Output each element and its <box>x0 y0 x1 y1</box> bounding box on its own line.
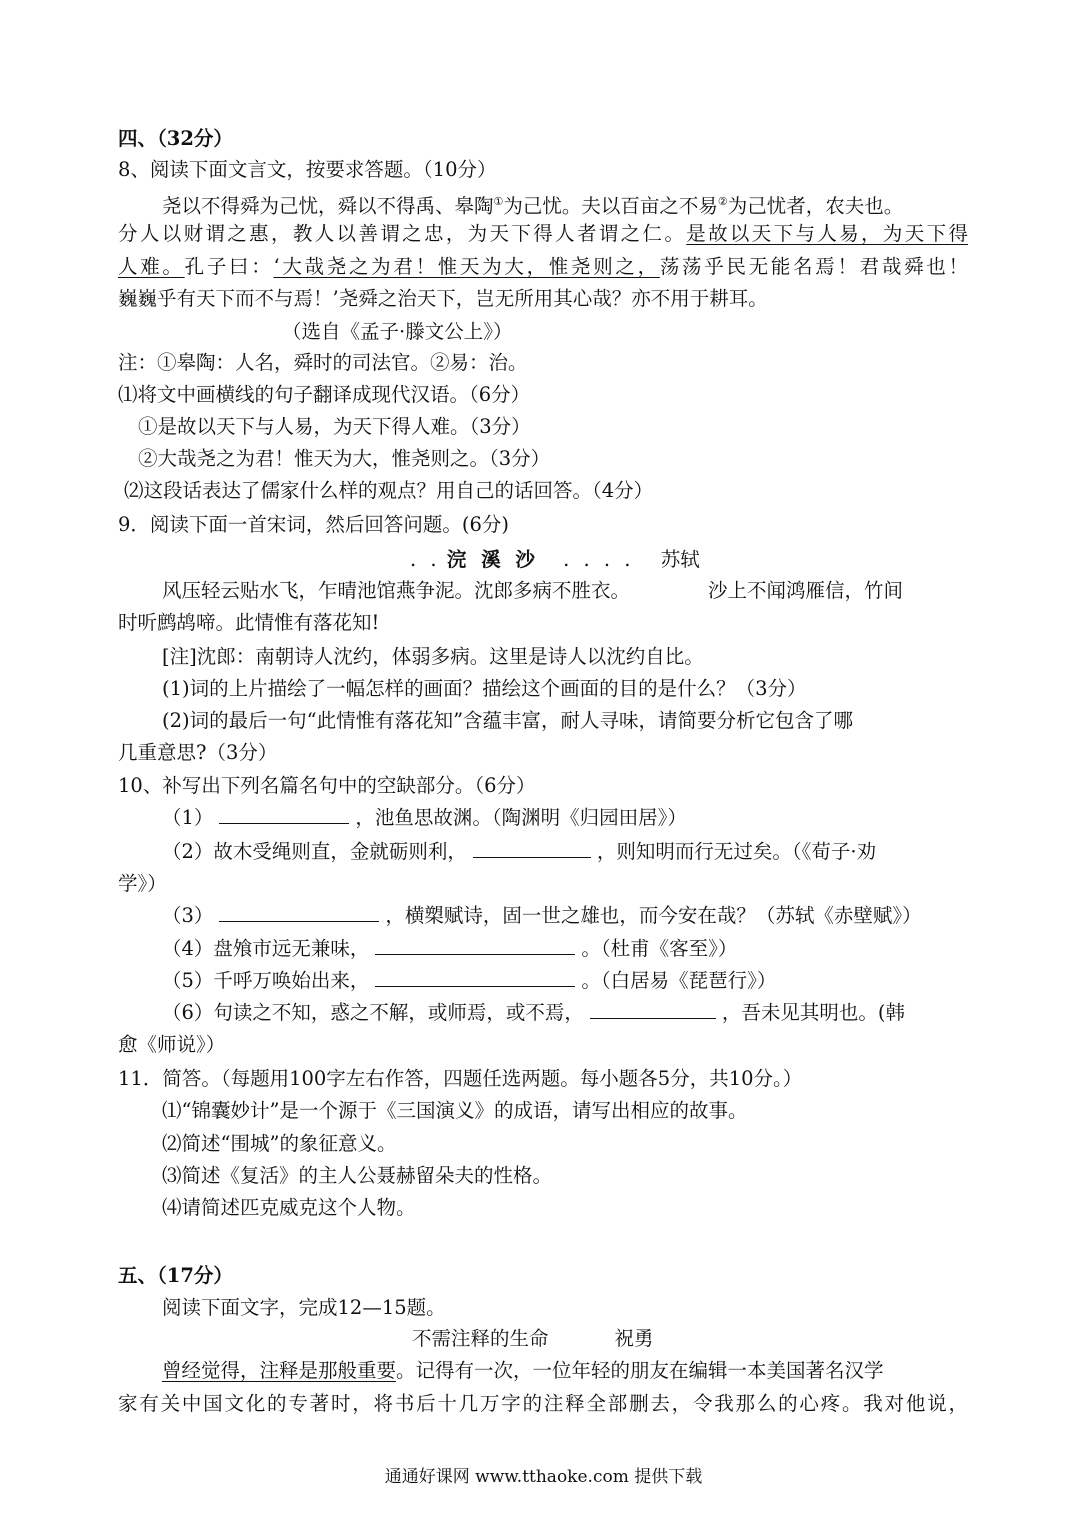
underlined-sentence: 曾经觉得，注释是那般重要 <box>162 1359 397 1382</box>
sub-question: ②大哉尧之为君！惟天为大，惟尧则之。（3分） <box>138 447 551 470</box>
article-paragraph-line: 曾经觉得，注释是那般重要。记得有一次，一位年轻的朋友在编辑一本美国著名汉学 <box>162 1359 884 1382</box>
underlined-sentence: 是故以天下与人易，为天下得 <box>686 222 968 245</box>
fill-item: （2）故木受绳则直，金就砺则利， ，则知明而行无过矣。（《荀子·劝 <box>162 840 877 863</box>
sub-question: (2)词的最后一句“此情惟有落花知”含蕴丰富，耐人寻味，请简要分析它包含了哪 <box>162 709 854 732</box>
underlined-sentence: ‘大哉尧之为君！惟天为大，惟尧则之， <box>273 255 660 278</box>
classical-text-line: 分人以财谓之惠，教人以善谓之忠，为天下得人者谓之仁。是故以天下与人易，为天下得 <box>118 222 968 245</box>
reading-instruction: 阅读下面文字，完成12—15题。 <box>162 1296 446 1319</box>
fill-item: （1） ，池鱼思故渊。（陶渊明《归园田居》） <box>162 806 687 829</box>
sub-question: ⑵简述“围城”的象征意义。 <box>162 1132 397 1155</box>
fill-item: （6）句读之不知，惑之不解，或师焉，或不焉， ，吾未见其明也。(韩 <box>162 1001 906 1024</box>
answer-blank[interactable] <box>590 1000 716 1019</box>
footnote-marker: ① <box>493 195 504 208</box>
fill-item: （4）盘飧市远无兼味， 。（杜甫《客至》） <box>162 937 738 960</box>
sub-question: ⑵这段话表达了儒家什么样的观点？用自己的话回答。（4分） <box>124 479 654 502</box>
sub-question: ⑴“锦囊妙计”是一个源于《三国演义》的成语，请写出相应的故事。 <box>162 1099 748 1122</box>
fill-item: 学》） <box>118 872 167 895</box>
source-citation: （选自《孟子·滕文公上》） <box>282 320 513 343</box>
fill-item: （3） ，横槊赋诗，固一世之雄也，而今安在哉？（苏轼《赤壁赋》） <box>162 904 922 927</box>
sub-question: ①是故以天下与人易，为天下得人难。（3分） <box>138 415 531 438</box>
poem-author: 苏轼 <box>660 548 700 571</box>
underlined-sentence: 人难。 <box>118 255 185 278</box>
answer-blank[interactable] <box>375 936 575 955</box>
article-author: 祝勇 <box>614 1327 654 1350</box>
poem-line: 时听鹧鸪啼。此情惟有落花知! <box>118 611 380 634</box>
answer-blank[interactable] <box>473 839 591 858</box>
question-prompt: 10、补写出下列名篇名句中的空缺部分。（6分） <box>118 774 536 797</box>
section-heading: 五、（17分） <box>118 1264 233 1287</box>
sub-question: ⑴将文中画横线的句子翻译成现代汉语。（6分） <box>118 383 531 406</box>
sub-question: ⑷请简述匹克威克这个人物。 <box>162 1196 416 1219</box>
footnote-marker: ② <box>717 195 728 208</box>
question-prompt: 8、阅读下面文言文，按要求答题。（10分） <box>118 158 497 181</box>
poem-line: 风压轻云贴水飞，乍晴池馆燕争泥。沈郎多病不胜衣。 沙上不闻鸿雁信，竹间 <box>162 579 904 602</box>
sub-question: ⑶简述《复活》的主人公聂赫留朵夫的性格。 <box>162 1164 553 1187</box>
notes: 注：①皋陶：人名，舜时的司法官。②易：治。 <box>118 351 528 374</box>
question-prompt: 11．简答。（每题用100字左右作答，四题任选两题。每小题各5分，共10分。） <box>118 1067 803 1090</box>
sub-question: 几重意思?（3分） <box>118 741 278 764</box>
article-title: 不需注释的生命 <box>412 1327 549 1350</box>
fill-item: （5）千呼万唤始出来， 。（白居易《琵琶行》） <box>162 969 777 992</box>
answer-blank[interactable] <box>219 805 349 824</box>
classical-text-line: 人难。孔子曰：‘大哉尧之为君！惟天为大，惟尧则之，荡荡乎民无能名焉！君哉舜也！ <box>118 255 968 278</box>
article-title-row <box>412 1324 654 1354</box>
sub-question: (1)词的上片描绘了一幅怎样的画面？描绘这个画面的目的是什么？（3分） <box>162 677 807 700</box>
poem-note: [注]沈郎：南朝诗人沈约，体弱多病。这里是诗人以沈约自比。 <box>162 645 704 668</box>
classical-text-line: 巍巍乎有天下而不与焉！’尧舜之治天下，岂无所用其心哉？亦不用于耕耳。 <box>118 287 768 310</box>
classical-text-line: 尧以不得舜为己忧，舜以不得禹、皋陶①为己忧。夫以百亩之不易②为己忧者，农夫也。 <box>162 194 904 218</box>
article-paragraph-line: 家有关中国文化的专著时，将书后十几万字的注释全部删去，令我那么的心疼。我对他说， <box>118 1392 968 1415</box>
section-heading: 四、（32分） <box>118 127 233 150</box>
question-prompt: 9．阅读下面一首宋词，然后回答问题。(6分) <box>118 513 510 536</box>
poem-title-row: . . 浣 溪 沙 . . . . 苏轼 <box>410 548 700 571</box>
fill-item: 愈《师说》） <box>118 1033 226 1056</box>
page-footer: 通通好课网 www.tthaoke.com 提供下载 <box>384 1467 703 1487</box>
poem-title: 浣 溪 沙 <box>446 548 539 571</box>
answer-blank[interactable] <box>375 968 575 987</box>
answer-blank[interactable] <box>219 903 379 922</box>
